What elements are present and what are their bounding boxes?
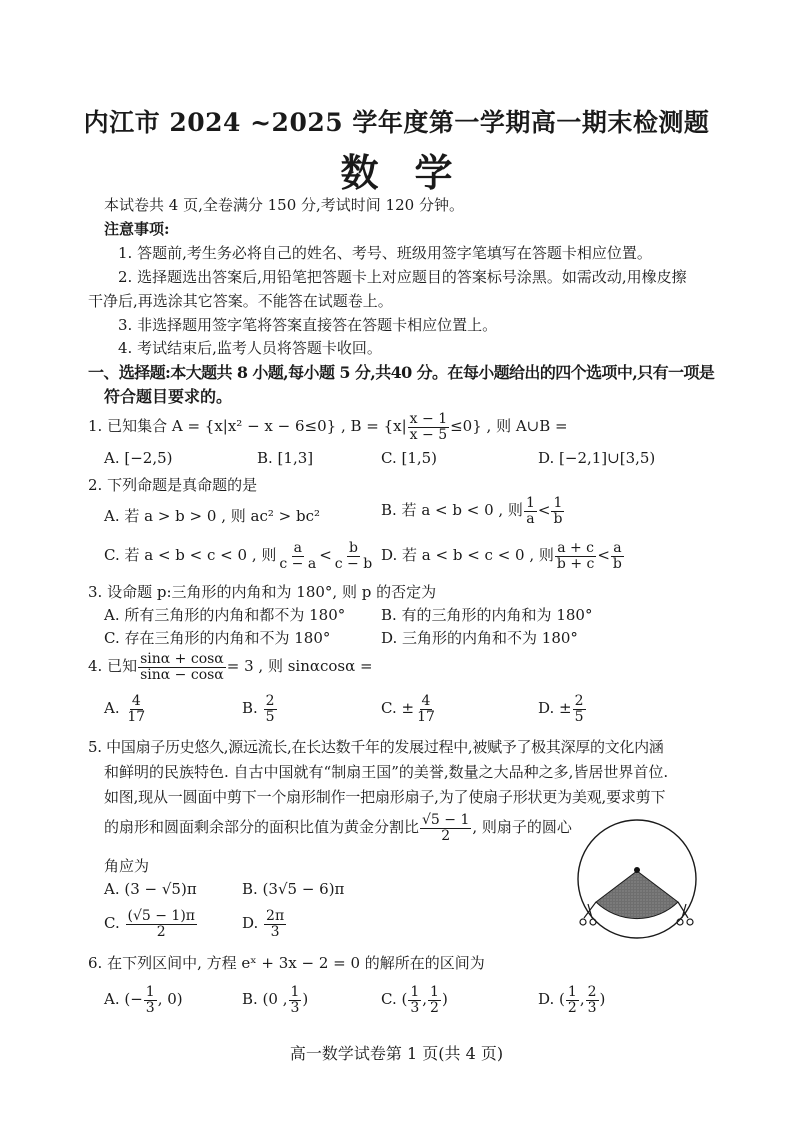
frac-denominator: 3 <box>587 999 597 1016</box>
q3-option-a: A. 所有三角形的内角和都不为 180° <box>104 606 346 624</box>
fraction <box>586 985 599 1015</box>
scissors-left-icon <box>580 902 596 925</box>
q1-option-a: A. [−2,5) <box>104 449 173 467</box>
frac-denominator: 3 <box>270 923 280 940</box>
option-text: , <box>422 990 428 1009</box>
question-1-stem <box>88 412 568 442</box>
q1-fraction <box>408 412 449 442</box>
q6-option-b <box>242 985 308 1015</box>
fraction <box>415 694 437 724</box>
q3-option-d: D. 三角形的内角和不为 180° <box>381 629 578 647</box>
frac-numerator: 1 <box>525 495 535 511</box>
question-5-text: 5. 中国扇子历史悠久,源远流长,在长达数千年的发展过程中,被赋予了极其深厚的文化内涵 <box>88 738 664 756</box>
notice-item: 4. 考试结束后,监考人员将答题卡收回。 <box>118 339 382 357</box>
q1-option-b: B. [1,3] <box>257 449 314 467</box>
exam-title: 内江市 2024 ~2025 学年度第一学期高一期末检测题 <box>83 108 710 137</box>
fraction <box>138 652 226 682</box>
option-label: D. <box>538 699 555 718</box>
q4-option-b <box>242 694 278 724</box>
frac-denominator: 2 <box>441 827 451 844</box>
frac-numerator: 1 <box>410 984 420 1000</box>
q2-option-d <box>381 541 625 571</box>
option-label: D. <box>242 914 259 933</box>
q1-option-c: C. [1,5) <box>381 449 438 467</box>
option-text: ) <box>302 990 309 1009</box>
option-label: C. <box>104 914 120 933</box>
q3-option-b: B. 有的三角形的内角和为 180° <box>381 606 593 624</box>
frac-numerator: b <box>349 540 358 556</box>
frac-numerator: sinα + cosα <box>140 651 224 667</box>
less-than: < <box>319 546 332 565</box>
frac-denominator: b + c <box>556 555 595 572</box>
frac-denominator: 5 <box>265 708 275 725</box>
frac-numerator: √5 − 1 <box>422 812 470 828</box>
frac-numerator: 1 <box>430 984 439 1000</box>
section-heading: 一、选择题:本大题共 8 小题,每小题 5 分,共40 分。在每小题给出的四个选项中,只有一项是 <box>88 363 715 382</box>
q5-option-c <box>104 909 198 939</box>
fraction <box>555 541 596 571</box>
question-4-stem <box>88 652 373 682</box>
frac-numerator: 4 <box>421 693 431 709</box>
q4-option-d <box>538 694 587 724</box>
question-6-stem: 6. 在下列区间中, 方程 eˣ + 3x − 2 = 0 的解所在的区间为 <box>88 954 485 972</box>
q6-option-c <box>381 985 448 1015</box>
frac-numerator: 1 <box>145 984 155 1000</box>
fraction <box>289 985 302 1015</box>
q4-text: 4. 已知 <box>88 657 138 676</box>
frac-denominator: 3 <box>145 999 155 1016</box>
q6-option-d <box>538 985 605 1015</box>
frac-denominator: 2 <box>430 999 439 1016</box>
fan-sector <box>596 871 678 919</box>
frac-numerator: a <box>293 540 302 556</box>
notice-item: 3. 非选择题用签字笔将答案直接答在答题卡相应位置上。 <box>118 316 498 334</box>
q1-text: 1. 已知集合 A = {x|x² − x − 6≤0} , B = {x| <box>88 417 407 436</box>
less-than: < <box>537 501 551 520</box>
frac-denominator: c − a <box>279 555 317 572</box>
fraction <box>573 694 586 724</box>
q5-text: 的扇形和圆面剩余部分的面积比值为黄金分割比 <box>104 818 420 837</box>
circle-center-dot <box>634 867 640 873</box>
frac-denominator: x − 5 <box>409 426 448 443</box>
frac-numerator: 1 <box>553 495 563 511</box>
option-label: B. (0 , <box>242 990 288 1009</box>
option-sign: ± <box>401 699 415 718</box>
q2-option-b <box>381 496 565 526</box>
golden-ratio-fraction <box>420 813 471 843</box>
frac-numerator: 1 <box>567 984 577 1000</box>
option-text: , 0) <box>157 990 183 1009</box>
q2-option-c <box>104 541 375 571</box>
frac-numerator: 4 <box>131 693 141 709</box>
q4-text: = 3 , 则 sinαcosα = <box>226 657 373 676</box>
option-label: A. (− <box>104 990 143 1009</box>
q2-option-d-text: D. 若 a < b < c < 0 , 则 <box>381 546 554 565</box>
q1-option-d: D. [−2,1]∪[3,5) <box>538 449 656 467</box>
frac-numerator: 2 <box>587 984 597 1000</box>
q4-option-a <box>104 694 148 724</box>
fraction <box>524 496 537 526</box>
fraction <box>277 541 318 571</box>
q1-text: ≤0} , 则 A∪B = <box>450 417 568 436</box>
frac-denominator: b <box>612 555 622 572</box>
option-label: C. <box>381 699 397 718</box>
fraction <box>611 541 624 571</box>
less-than: < <box>597 546 610 565</box>
frac-numerator: 2 <box>574 693 584 709</box>
question-5-text: 和鲜明的民族特色. 自古中国就有“制扇王国”的美誉,数量之大品种之多,皆居世界首位. <box>104 763 669 781</box>
option-sign: ± <box>559 699 572 718</box>
frac-denominator: a <box>526 510 535 527</box>
question-3-stem: 3. 设命题 p:三角形的内角和为 180°, 则 p 的否定为 <box>88 583 437 601</box>
frac-denominator: 3 <box>410 999 420 1016</box>
frac-denominator: 2 <box>156 923 166 940</box>
q6-option-a <box>104 985 183 1015</box>
q2-option-c-text: C. 若 a < b < c < 0 , 则 <box>104 546 277 565</box>
frac-denominator: 5 <box>574 708 584 725</box>
question-5-text: 如图,现从一圆面中剪下一个扇形制作一把扇形扇子,为了使扇子形状更为美观,要求剪下 <box>104 788 666 806</box>
fraction <box>566 985 579 1015</box>
fraction <box>428 985 441 1015</box>
notice-item: 干净后,再选涂其它答案。不能答在试题卷上。 <box>88 292 393 310</box>
fraction <box>126 909 198 939</box>
option-label: A. <box>104 699 120 718</box>
page-footer: 高一数学试卷第 1 页(共 4 页) <box>289 1044 504 1063</box>
frac-numerator: (√5 − 1)π <box>127 908 195 924</box>
question-5-text: 角应为 <box>104 857 150 875</box>
fan-figure <box>574 818 704 953</box>
frac-denominator: 17 <box>417 708 435 725</box>
scissors-right-icon <box>677 902 693 925</box>
close-paren: ) <box>441 990 448 1009</box>
q2-option-a: A. 若 a > b > 0 , 则 ac² > bc² <box>104 507 320 525</box>
frac-denominator: 3 <box>290 999 300 1016</box>
frac-numerator: 1 <box>290 984 300 1000</box>
section-heading-cont: 符合题目要求的。 <box>104 387 233 406</box>
notice-item: 1. 答题前,考生务必将自己的姓名、考号、班级用签字笔填写在答题卡相应位置。 <box>118 244 652 262</box>
q5-option-b: B. (3√5 − 6)π <box>242 880 345 898</box>
notice-item: 2. 选择题选出答案后,用铅笔把答题卡上对应题目的答案标号涂黑。如需改动,用橡皮擦 <box>118 268 687 286</box>
frac-numerator: a <box>613 540 622 556</box>
exam-info: 本试卷共 4 页,全卷满分 150 分,考试时间 120 分钟。 <box>104 196 464 214</box>
q5-option-a: A. (3 − √5)π <box>104 880 197 898</box>
frac-denominator: 2 <box>567 999 577 1016</box>
q2-option-b-text: B. 若 a < b < 0 , 则 <box>381 501 523 520</box>
option-label: C. ( <box>381 990 408 1009</box>
q4-option-c <box>381 694 438 724</box>
fraction <box>144 985 157 1015</box>
fraction <box>333 541 374 571</box>
question-5-text <box>104 813 572 843</box>
fraction <box>125 694 147 724</box>
option-label: D. ( <box>538 990 565 1009</box>
q5-text: , 则扇子的圆心 <box>472 818 572 837</box>
frac-numerator: a + c <box>557 540 595 556</box>
fraction <box>264 909 286 939</box>
fraction <box>408 985 421 1015</box>
frac-denominator: 17 <box>127 708 146 725</box>
option-label: B. <box>242 699 258 718</box>
frac-denominator: b <box>553 510 563 527</box>
question-2-stem: 2. 下列命题是真命题的是 <box>88 476 258 494</box>
q3-option-c: C. 存在三角形的内角和不为 180° <box>104 629 331 647</box>
frac-denominator: c − b <box>334 555 373 572</box>
frac-denominator: sinα − cosα <box>140 666 224 683</box>
subject-title: 数学 <box>340 150 489 195</box>
q5-option-d <box>242 909 287 939</box>
frac-numerator: 2π <box>266 908 285 924</box>
fraction <box>264 694 277 724</box>
close-paren: ) <box>599 990 606 1009</box>
frac-numerator: x − 1 <box>409 411 448 427</box>
frac-numerator: 2 <box>265 693 275 709</box>
fraction <box>551 496 564 526</box>
option-text: , <box>579 990 585 1009</box>
notice-heading: 注意事项: <box>104 220 170 238</box>
